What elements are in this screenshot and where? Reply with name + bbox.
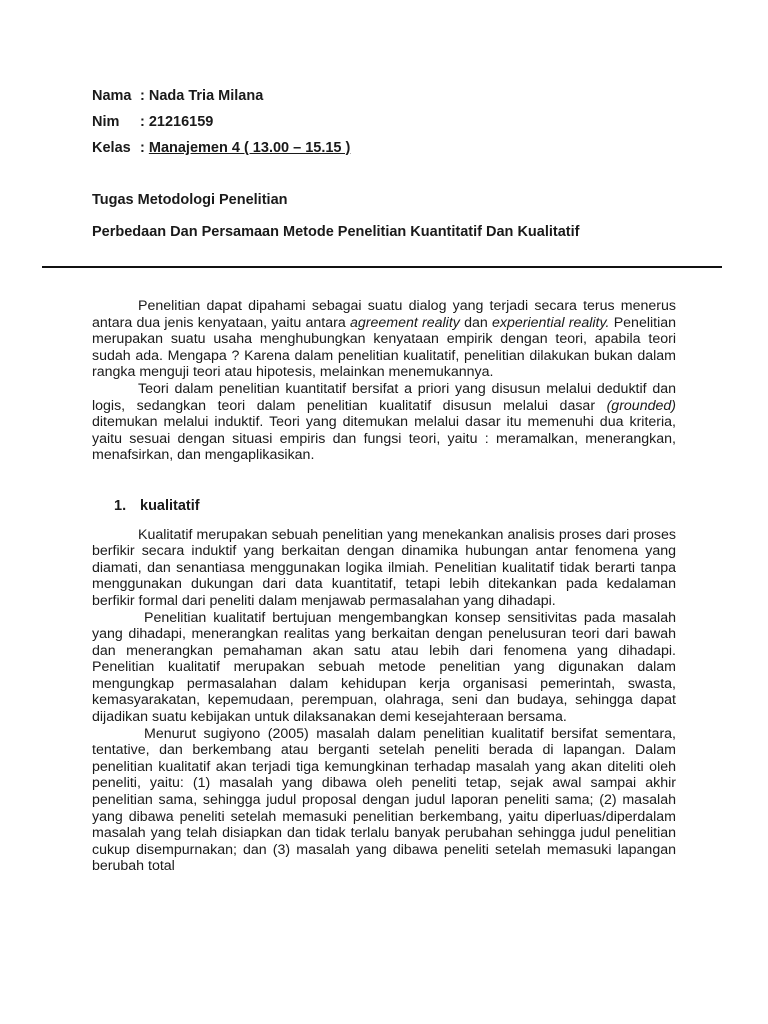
intro-paragraph-1 [92,298,676,381]
kelas-label: Kelas [92,140,131,156]
name-value: : Nada Tria Milana [140,88,264,104]
section-title: kualitatif [140,497,200,514]
horizontal-rule [42,266,722,268]
section-paragraph-3: Menurut sugiyono (2005) masalah dalam penelitian kualitatif bersifat sementara, tentative, dan berkembang atau berganti setelah peneliti berada di lapangan. Dalam penelitian kualitatif akan terjadi tiga kemungkinan terhadap masalah yang akan diteliti oleh peneliti, yaitu: (1) masalah yang dibawa oleh peneliti tetap, sejak awal sampai akhir penelitian sama, sehingga judul proposal dengan judul laporan peneliti sama; (2) masalah yang dibawa peneliti setelah memasuki penelitian berkembang, yaitu diperluas/diperdalam masalah yang telah disiapkan dan tidak terlalu banyak perubahan sehingga judul penelitian cukup disempurnakan; dan (3) masalah yang dibawa peneliti setelah memasuki lapangan berubah total [92,725,676,875]
kelas-colon: : [140,140,149,156]
name-label: Nama [92,88,132,104]
section-paragraph-1: Kualitatif merupakan sebuah penelitian yang menekankan analisis proses dari proses berfikir secara induktif yang berkaitan dengan dinamika hubungan antar fenomena yang diamati, dan senantiasa menggunakan logika ilmiah. Penelitian kualitatif tidak berarti tanpa menggunakan dukungan dari data kuantitatif, tetapi lebih ditekankan pada kedalaman berfikir formal dari peneliti dalam menjawab permasalahan yang dihadapi. [92,526,676,609]
section-number: 1. [114,497,127,514]
assignment-title: Tugas Metodologi Penelitian [92,192,288,208]
document-titles [92,190,579,242]
intro-p2-italic: (grounded) [606,397,676,414]
intro-p1-italic-2: experiential reality. [491,314,610,331]
document-body [92,298,676,875]
intro-paragraph-2 [92,381,676,464]
nim-value: : 21216159 [140,114,214,130]
intro-p2-text-b: ditemukan melalui induktif. Teori yang ditemukan melalui dasar itu memenuhi dua kriteria, yaitu sesuai dengan situasi empiris dan fungsi teori, yaitu : meramalkan, menerangkan, menafsirkan, dan mengaplikasikan. [92,414,676,464]
kelas-row [92,138,350,164]
nim-label: Nim [92,114,120,130]
intro-p1-italic-1: agreement reality [349,314,460,331]
topic-title: Perbedaan Dan Persamaan Metode Penelitian Kuantitatif Dan Kualitatif [92,224,580,240]
intro-p1-text-b: dan [459,314,492,331]
section-paragraph-2: Penelitian kualitatif bertujuan mengembangkan konsep sensitivitas pada masalah yang dihadapi, menerangkan realitas yang berkaitan dengan penelusuran teori dari bawah dan menerangkan pemahaman akan satu atau lebih dari fenomena yang dihadapi. Penelitian kualitatif merupakan sebuah metode penelitian yang digunakan dalam mengungkap permasalahan dalam kehidupan kerja organisasi pemerintah, swasta, kemasyarakatan, kepemudaan, perempuan, olahraga, seni dan budaya, sehingga dapat dijadikan suatu kebijakan untuk dilaksanakan demi kesejahteraan bersama. [92,609,676,726]
student-info [92,86,350,164]
intro-p2-text-a: Teori dalam penelitian kuantitatif bersifat a priori yang disusun melalui deduktif dan logis, sedangkan teori dalam penelitian kualitatif disusun melalui dasar [92,380,676,414]
kelas-value: Manajemen 4 ( 13.00 – 15.15 ) [148,140,351,156]
nim-row [92,112,350,138]
intro-p1-text-a: Penelitian dapat dipahami sebagai suatu dialog yang terjadi secara terus menerus antara dua jenis kenyataan, yaitu antara [92,298,676,331]
intro-p1-text-c: Penelitian merupakan suatu usaha menghubungkan kenyataan empirik dengan teori, apabila teori sudah ada. Mengapa ? Karena dalam penelitian kualitatif, penelitian dilakukan bukan dalam rangka menguji teori atau hipotesis, melainkan menemukannya. [92,314,677,381]
name-row [92,86,350,112]
section-heading-kualitatif [114,498,676,515]
